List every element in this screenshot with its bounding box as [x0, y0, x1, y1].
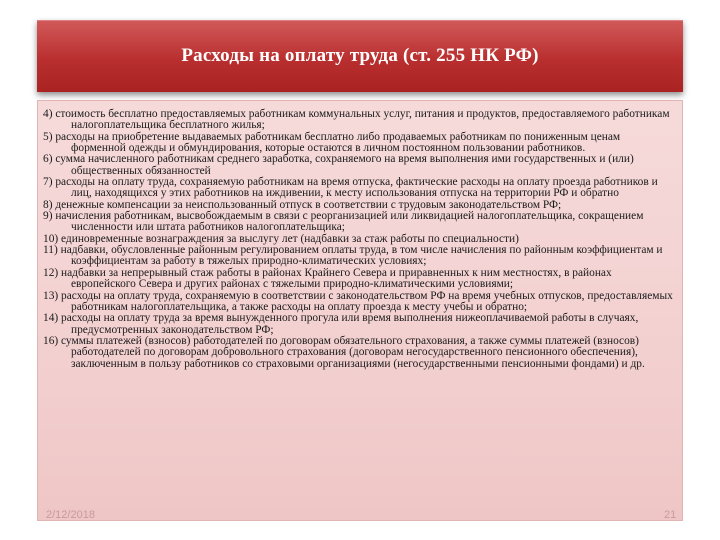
list-item: 6) сумма начисленного работникам среднего заработка, сохраняемого на время выполнения ими государственных и (или) общественных обязанностей	[43, 153, 634, 177]
slide-title: Расходы на оплату труда (ст. 255 НК РФ)	[181, 45, 539, 66]
list-item: 7) расходы на оплату труда, сохраняемую работникам на время отпуска, фактические расходы на оплату проезда работников и лиц, находящихся у этих работников на иждивении, к месту использования отпуска на территории РФ и обратно	[43, 176, 658, 200]
content-box	[37, 100, 683, 521]
list-item: 14) расходы на оплату труда за время вынужденного прогула или время выполнения нижеоплачиваемой работы в случаях, предусмотренных законодательством РФ;	[43, 312, 639, 336]
list-item: 16) суммы платежей (взносов) работодателей по договорам обязательного страхования, а также суммы платежей (взносов) работодателей по договорам добровольного страхования (договорам негосударственного пенсионного обеспечения), заключенным в пользу работников со страховыми организациями (негосударственными пенсионными фондами) и др.	[43, 334, 645, 370]
list-item: 11) надбавки, обусловленные районным регулированием оплаты труда, в том числе начисления по районным коэффициентам и коэффициентам за работу в тяжелых природно-климатических условиях;	[43, 244, 663, 268]
list-item: 13) расходы на оплату труда, сохраняемую в соответствии с законодательством РФ на время учебных отпусков, предоставляемых работникам налогоплательщика, а также расходы на оплату проезда к месту учебы и обратно;	[43, 289, 673, 313]
list-item: 4) стоимость бесплатно предоставляемых работникам коммунальных услуг, питания и продуктов, предоставляемого работникам налогоплательщика бесплатного жилья;	[43, 108, 670, 132]
slide-date: 2/12/2018	[46, 509, 95, 521]
expense-list	[43, 109, 677, 370]
slide-page-number: 21	[664, 509, 677, 521]
list-item: 8) денежные компенсации за неиспользованный отпуск в соответствии с трудовым законодательством РФ;	[43, 198, 562, 211]
list-item: 9) начисления работникам, высвобождаемым в связи с реорганизацией или ликвидацией налогоплательщика, сокращением численности или штата работников налогоплательщика;	[43, 210, 644, 234]
list-item: 12) надбавки за непрерывный стаж работы в районах Крайнего Севера и приравненных к ним местностях, в районах европейского Севера и других районах с тяжелыми природно-климатическими условиями;	[43, 266, 612, 291]
list-item: 5) расходы на приобретение выдаваемых работникам бесплатно либо продаваемых работникам по пониженным ценам форменной одежды и обмундирования, которые остаются в личном постоянном пользовании работников.	[43, 130, 621, 155]
title-bar	[37, 20, 683, 92]
list-item: 10) единовременные вознаграждения за выслугу лет (надбавки за стаж работы по специальности)	[43, 232, 519, 245]
